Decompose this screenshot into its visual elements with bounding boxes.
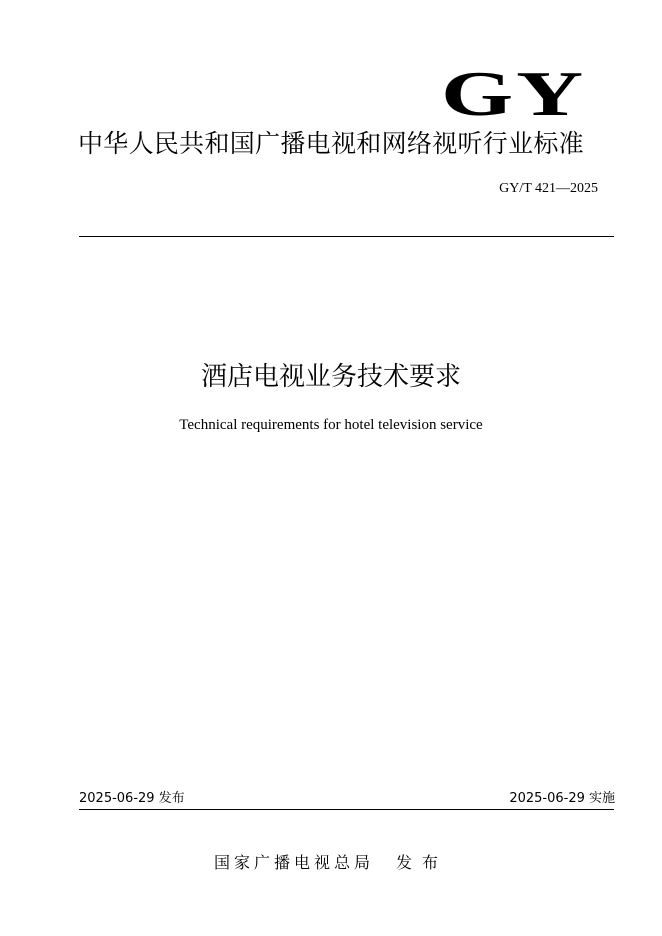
issuer-line bbox=[0, 852, 662, 874]
bottom-divider bbox=[79, 809, 614, 810]
document-title-english: Technical requirements for hotel television service bbox=[179, 417, 483, 433]
document-title-chinese: 酒店电视业务技术要求 bbox=[200, 362, 461, 392]
standard-category-title: 中华人民共和国广播电视和网络视听行业标准 bbox=[77, 129, 584, 158]
standard-number: GY/T 421—2025 bbox=[499, 181, 598, 196]
issuer-name: 国家广播电视总局 bbox=[213, 853, 374, 872]
publish-date: 2025-06-29 发布 bbox=[79, 791, 185, 806]
issuer-action: 发布 bbox=[396, 853, 449, 872]
top-divider bbox=[79, 236, 614, 237]
gy-logo: GY bbox=[441, 58, 586, 129]
implement-date: 2025-06-29 实施 bbox=[509, 791, 615, 806]
